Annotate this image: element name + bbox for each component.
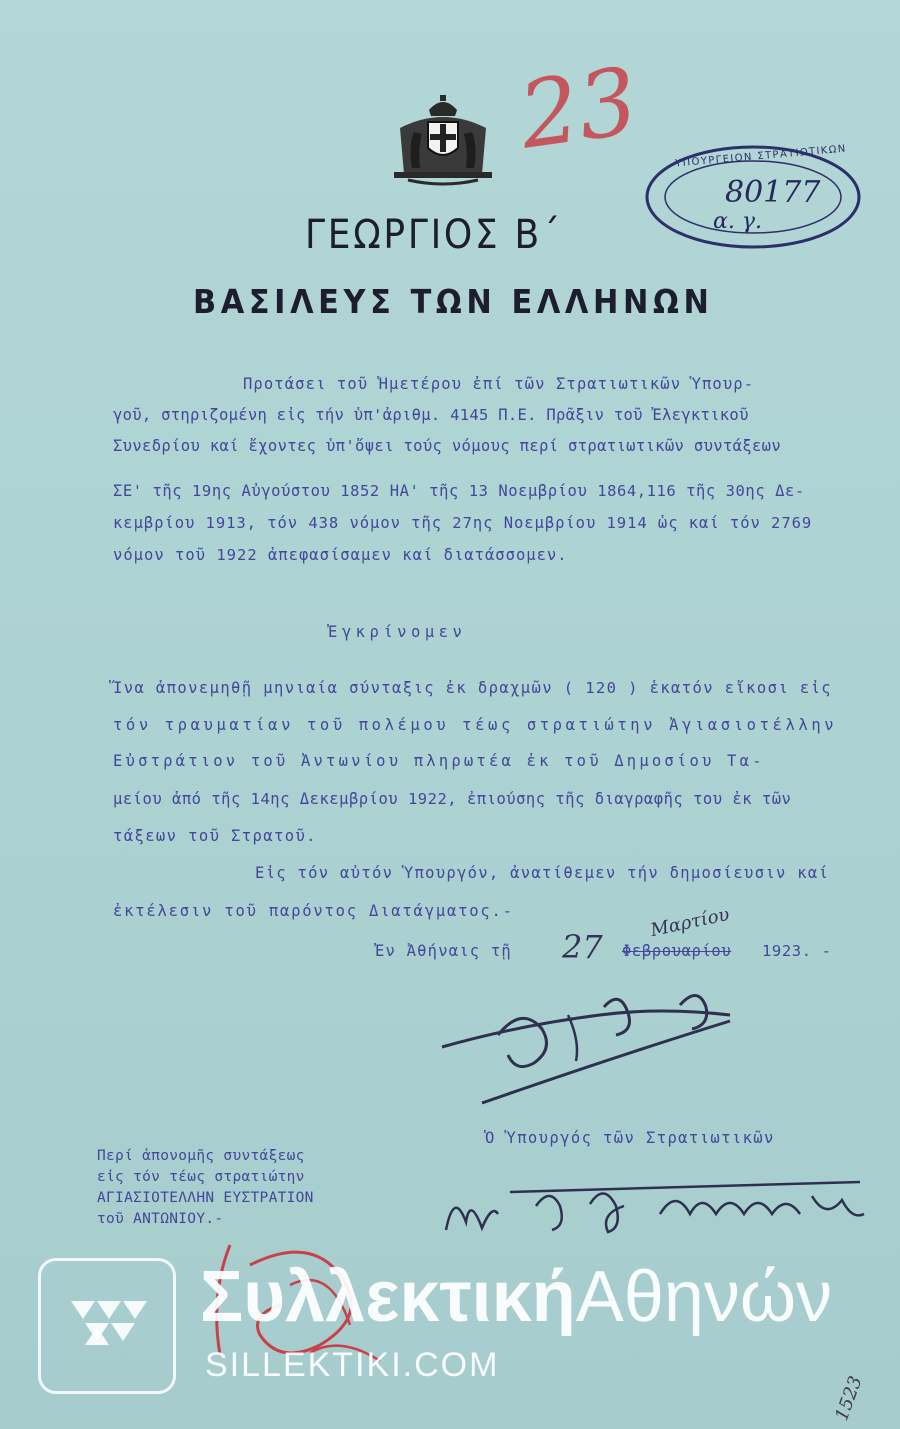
- decree-line: τάξεων τοῦ Στρατοῦ.: [113, 827, 317, 845]
- king-signature: [430, 985, 750, 1115]
- footer-note-line: τοῦ ΑΝΤΩΝΙΟΥ.-: [97, 1211, 224, 1227]
- watermark-brand-bold: Συλλεκτική: [200, 1257, 576, 1337]
- stamp-ring-text: ΥΠΟΥΡΓΕΙΟΝ ΣΤΡΑΤΙΩΤΙΚΩΝ: [674, 143, 848, 170]
- watermark-logo-box: [38, 1258, 176, 1394]
- preamble-line: νόμον τοῦ 1922 ἀπεφασίσαμεν καί διατάσσομεν.: [113, 546, 568, 564]
- preamble-line: ΣΕ' τῆς 19ης Αὐγούστου 1852 ΗΑ' τῆς 13 Νοεμβρίου 1864,116 τῆς 30ης Δε-: [113, 482, 805, 500]
- date-month-handwritten: Μαρτίου: [648, 903, 732, 942]
- footer-note-line: Περί ἀπονομῆς συντάξεως: [97, 1148, 305, 1164]
- footer-note-line: εἰς τόν τέως στρατιώτην: [97, 1169, 305, 1185]
- minister-label: Ὁ Ὑπουργός τῶν Στρατιωτικῶν: [485, 1129, 775, 1147]
- decree-line: Εὐστράτιον τοῦ Ἀντωνίου πληρωτέα ἐκ τοῦ Δημοσίου Τα-: [113, 752, 765, 770]
- decree-line: μείου ἀπό τῆς 14ης Δεκεμβρίου 1922, ἐπιούσης τῆς διαγραφῆς του ἐκ τῶν: [113, 790, 792, 808]
- date-month-struck: Φεβρουαρίου: [622, 942, 732, 960]
- king-subtitle: ΒΑΣΙΛΕΥΣ ΤΩΝ ΕΛΛΗΝΩΝ: [193, 282, 714, 321]
- watermark-url: SILLEKTIKI.COM: [205, 1346, 500, 1384]
- preamble-line: Συνεδρίου καί ἔχοντες ὑπ'ὄψει τούς νόμους περί στρατιωτικῶν συντάξεων: [113, 437, 782, 455]
- red-pencil-number: 23: [513, 47, 644, 170]
- watermark-logo-icon: [41, 1261, 173, 1391]
- registry-stamp: [643, 143, 863, 251]
- corner-pencil-note: 1523: [831, 1373, 867, 1424]
- approve-heading: Ἐγκρίνομεν: [328, 623, 467, 641]
- king-title: ΓΕΩΡΓΙΟΣ Β΄: [305, 212, 563, 258]
- preamble-line: κεμβρίου 1913, τόν 438 νόμον τῆς 27ης Νοεμβρίου 1914 ὡς καί τόν 2769: [113, 514, 813, 532]
- watermark-brand-light: Αθηνών: [575, 1257, 833, 1337]
- decree-line: Ἵνα ἀπονεμηθῇ μηνιαία σύνταξις ἐκ δραχμῶν ( 120 ) ἑκατόν εἴκοσι εἰς: [113, 679, 833, 697]
- preamble-line: γοῦ, στηριζομένη εἰς τήν ὑπ'ἀριθμ. 4145 Π.Ε. Πρᾶξιν τοῦ Ἐλεγκτικοῦ: [113, 406, 749, 424]
- date-day: 27: [562, 928, 603, 966]
- stamp-sub: α. γ.: [713, 209, 762, 234]
- date-prefix: Ἐν Ἀθήναις τῇ: [375, 942, 512, 960]
- footer-note-line: ΑΓΙΑΣΙΟΤΕΛΛΗΝ ΕΥΣΤΡΑΤΙΟΝ: [97, 1190, 314, 1206]
- date-year: 1923. -: [762, 942, 832, 960]
- execution-line: Εἰς τόν αὐτόν Ὑπουργόν, ἀνατίθεμεν τήν δημοσίευσιν καί: [255, 864, 830, 882]
- execution-line: ἐκτέλεσιν τοῦ παρόντος Διατάγματος.-: [113, 902, 514, 920]
- coat-of-arms-emblem: [388, 92, 498, 187]
- watermark-brand: [200, 1256, 832, 1338]
- preamble-line: Προτάσει τοῦ Ἡμετέρου ἐπί τῶν Στρατιωτικῶν Ὑπουρ-: [243, 375, 755, 393]
- minister-signature: [440, 1170, 870, 1245]
- decree-line: τόν τραυματίαν τοῦ πολέμου τέως στρατιώτην Ἀγιασιοτέλλην: [113, 716, 838, 734]
- stamp-number: 80177: [725, 175, 821, 210]
